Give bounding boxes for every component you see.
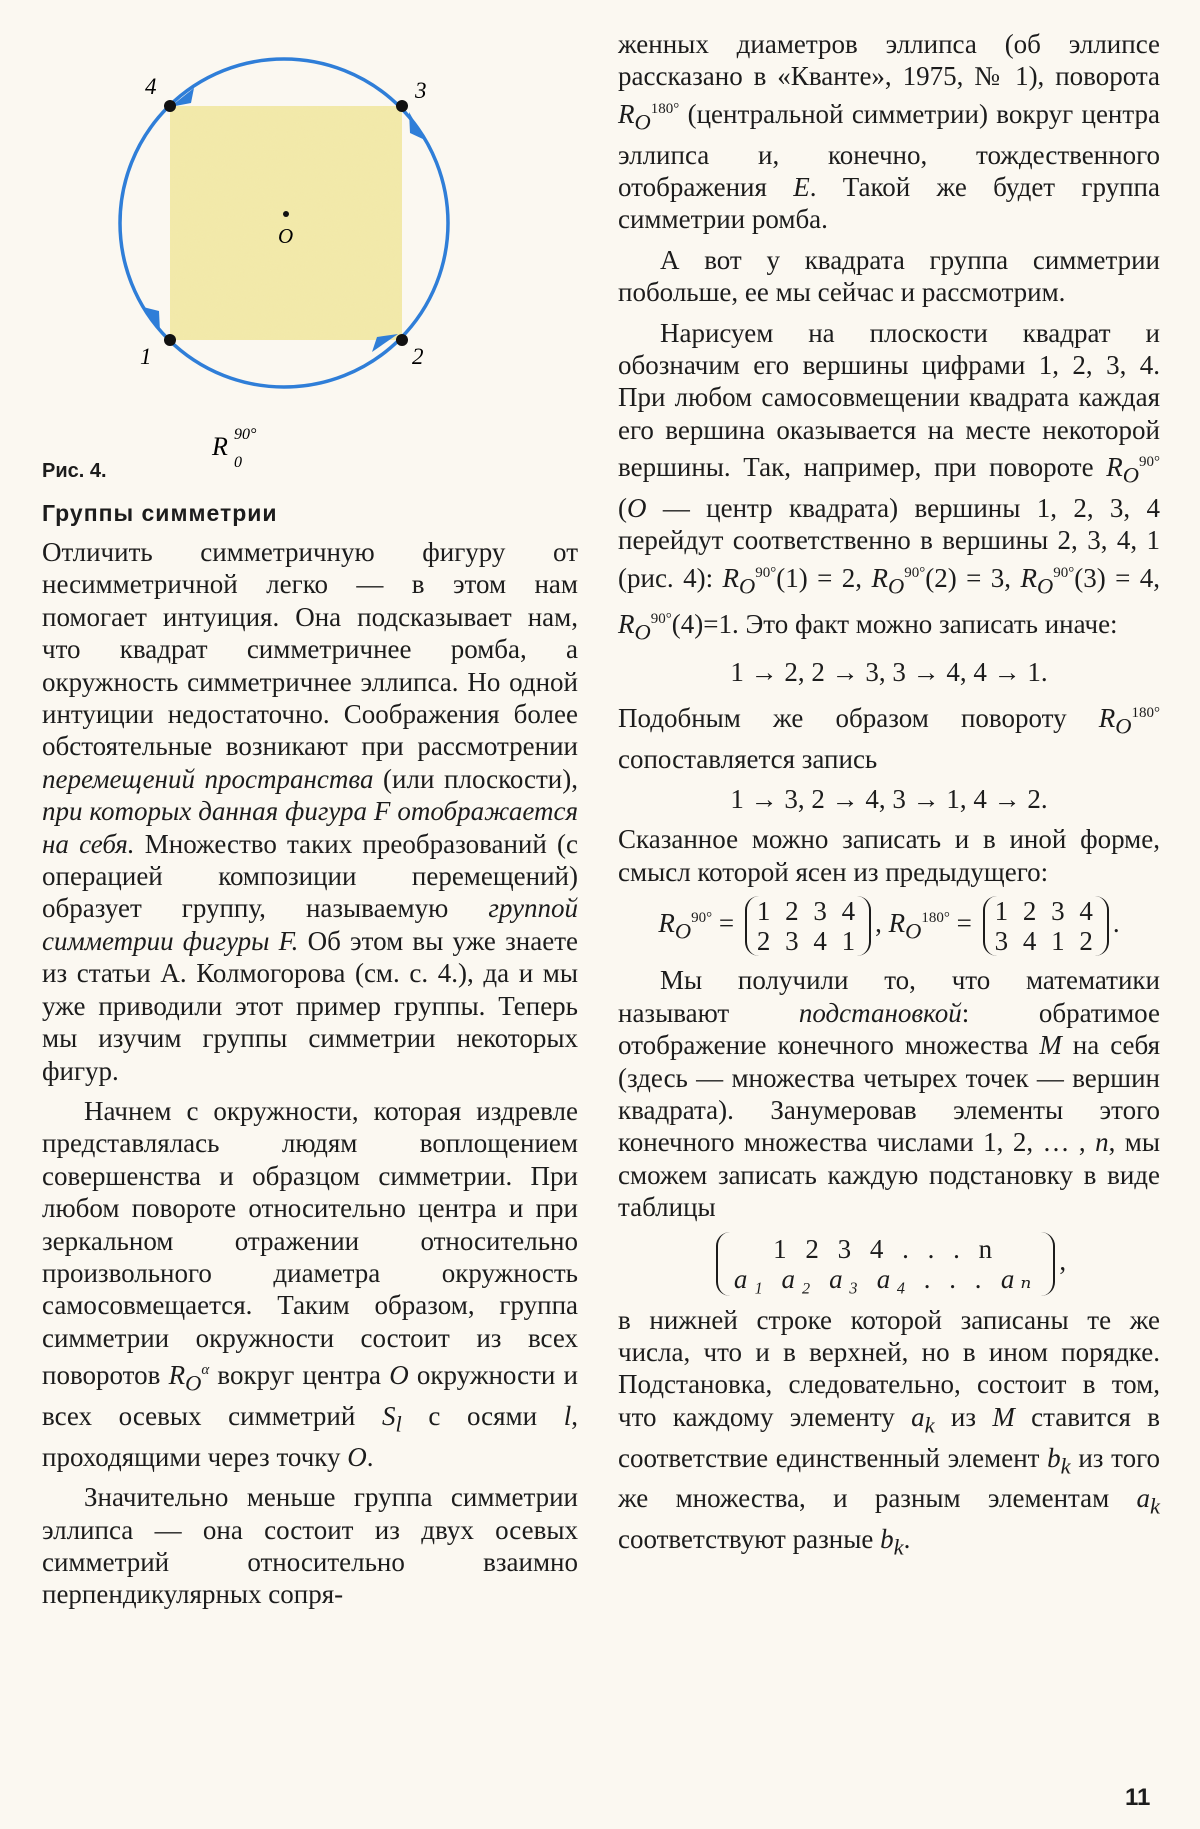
- rotation-label: R: [212, 432, 228, 461]
- rotation-sup: 90°: [234, 426, 257, 443]
- paragraph-bottom-row: в нижней строке которой записаны те же числа, что и в верхней, но в ином порядке. Подстановка, следовательно, состоит в том, что каждому элементу $a_k$ из M ставится в соответствие единственный элемент $b_k$ из того же множества, и разным элементам $a_k$ соответствуют разные $b_k$.: [618, 1304, 1161, 1560]
- rotation-sub: 0: [234, 454, 242, 471]
- matrix-r180: 1 2 3 4 3 4 1 2: [983, 896, 1109, 956]
- vertex-1-label: 1: [140, 344, 152, 369]
- paragraph-circle: Начнем с окружности, которая издревле представлялась людям воплощением совершенства и образцом симметрии. При любом повороте относительно центра и при зеркальном отражении относительно произвольного диаметра окружность самосовмещается. Таким образом, группа симметрии окружности состоит из всех поворотов $R_O^\alpha$ вокруг центра O окружности и всех осевых симметрий $S_l$ с осями l, проходящими через точку O.: [42, 1095, 578, 1472]
- mapping-r90: 1 → 2, 2 → 3, 3 → 4, 4 → 1.: [730, 657, 1048, 688]
- permutation-equations: $R_O^{90^\circ}$ = 1 2 3 4 2 3 4 1 , $R_O^{180^\circ}$ = 1 2 3 4 3 4 1 2 .: [658, 896, 1120, 957]
- vertex-2-label: 2: [412, 344, 424, 369]
- paragraph-r180: Подобным же образом повороту $R_O^{180^\circ}$ сопоставляется запись: [618, 702, 1160, 774]
- paragraph-substitution: Мы получили то, что математики называют подстановкой: обратимое отображение конечного множества M на себя (здесь — множества четырех точек — вершин квадрата). Занумеровав элементы этого конечного множества числами 1, 2, … , n, мы сможем записать каждую подстановку в виде таблицы: [618, 965, 1161, 1223]
- matrix-r90: 1 2 3 4 2 3 4 1: [745, 896, 871, 956]
- paragraph-other-form: Сказанное можно записать и в иной форме, смысл которой ясен из предыдущего:: [618, 824, 1160, 887]
- page-number: 11: [1125, 1784, 1151, 1811]
- left-column: [42, 0, 578, 1611]
- figure-caption: Рис. 4.: [42, 460, 107, 482]
- vertex-4-label: 4: [145, 74, 157, 99]
- paragraph-ellipse: Значительно меньше группа симметрии эллипса — она состоит из двух осевых симметрий относительно взаимно перпендикулярных сопря-: [42, 1482, 578, 1610]
- paragraph-ellipse-continued: женных диаметров эллипса (об эллипсе рассказано в «Кванте», 1975, № 1), поворота $R_O^{180^\circ}$ (центральной симметрии) вокруг центра эллипса и, конечно, тождественного отображения E. Такой же будет группа симметрии ромба.: [618, 29, 1160, 235]
- right-column: [618, 0, 1160, 1564]
- paragraph-square-vertices: Нарисуем на плоскости квадрат и обозначим его вершины цифрами 1, 2, 3, 4. При любом самосовмещении квадрата каждая его вершина оказывается на месте некоторой вершины. Так, например, при повороте $R_O^{90^\circ}$ (O — центр квадрата) вершины 1, 2, 3, 4 перейдут соответственно в вершины 2, 3, 4, 1 (рис. 4): $R_O^{90^\circ}(1) = 2$, $R_O^{90^\circ}(2) = 3$, $R_O^{90^\circ}(3) = 4$, $R_O^{90^\circ}(4)=1$. Это факт можно записать иначе:: [618, 317, 1160, 645]
- vertex-3-label: 3: [415, 78, 427, 103]
- mapping-r180: 1 → 3, 2 → 4, 3 → 1, 4 → 2.: [730, 784, 1048, 815]
- matrix-general: 1 2 3 4 . . . n a₁ a₂ a₃ a₄ . . . aₙ: [716, 1232, 1056, 1296]
- center-label: O: [278, 224, 294, 248]
- substitution-table: 1 2 3 4 . . . n a₁ a₂ a₃ a₄ . . . aₙ ,: [618, 1232, 1160, 1296]
- paragraph-intro: Отличить симметричную фигуру от несимметричной легко — в этом нам помогает интуиция. Она подсказывает нам, что квадрат симметричнее ромба, а окружность симметричнее эллипса. Но одной интуиции недостаточно. Соображения более обстоятельные возникают при рассмотрении перемещений пространства (или плоскости), при которых данная фигура F отображается на себя. Множество таких преобразований (с операцией композиции перемещений) образует группу, называемую группой симметрии фигуры F. Об этом вы уже знаете из статьи А. Колмогорова (см. с. 4.), да и мы уже приводили этот пример группы. Теперь мы изучим группы симметрии некоторых фигур.: [42, 537, 578, 1086]
- section-heading: Группы симметрии: [42, 500, 278, 526]
- paragraph-square-intro: А вот у квадрата группа симметрии побольше, ее мы сейчас и рассмотрим.: [618, 244, 1160, 308]
